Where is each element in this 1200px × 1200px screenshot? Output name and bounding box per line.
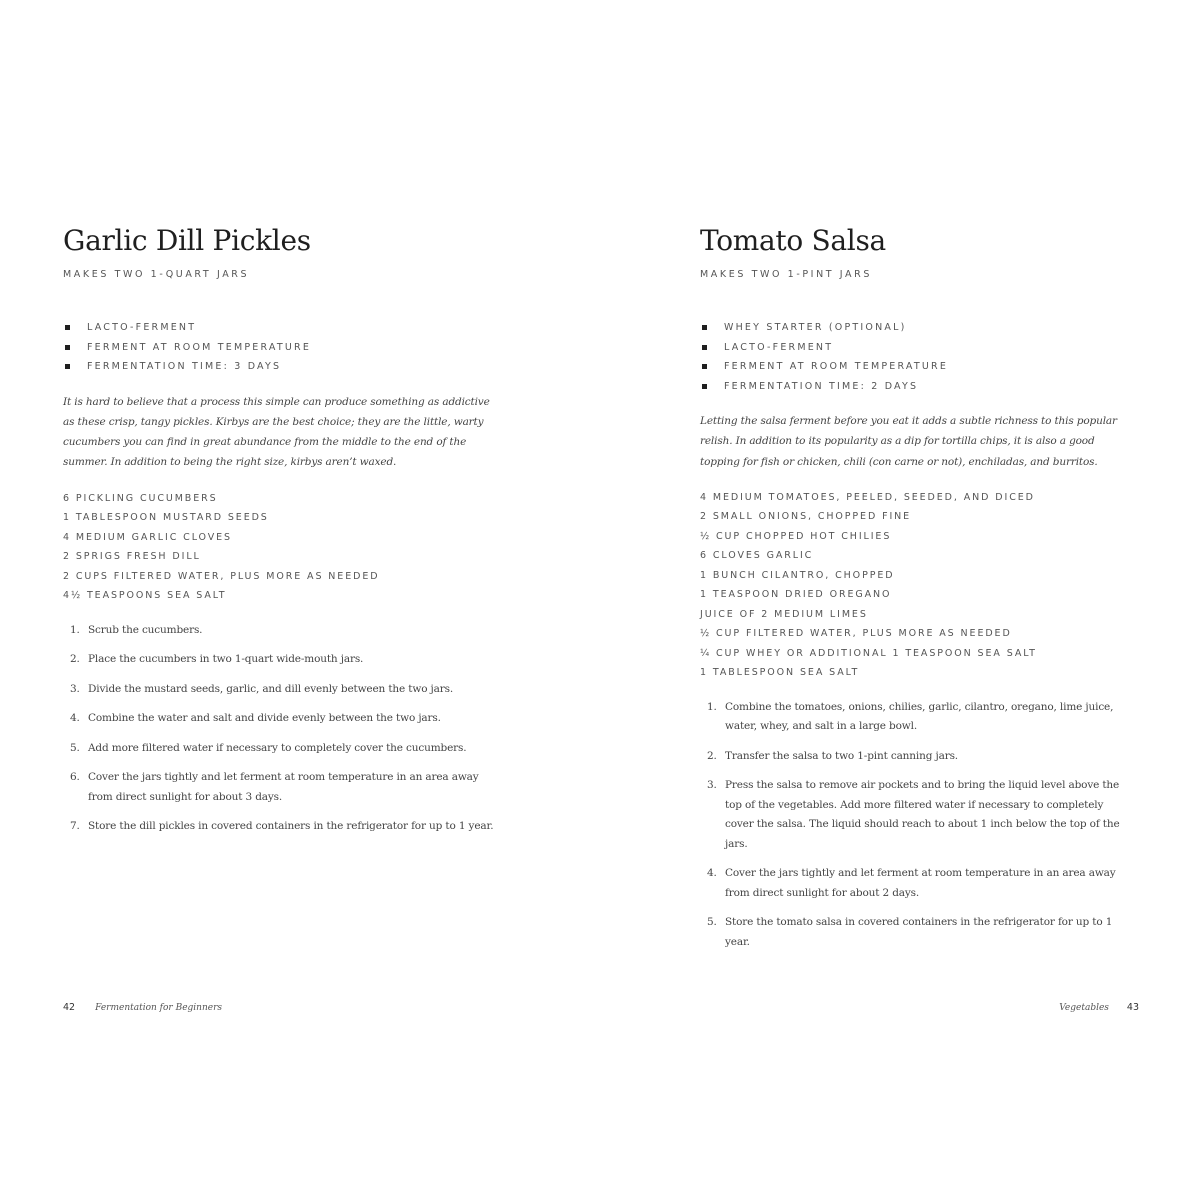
step-number: 1. (70, 623, 80, 636)
ingredient-item: 4 MEDIUM TOMATOES, PEELED, SEEDED, AND DICED (700, 491, 1035, 503)
step-number: 7. (70, 820, 80, 833)
step-text: Combine the tomatoes, onions, chilies, garlic, cilantro, oregano, lime juice, water, whey, and salt in a large bowl. (725, 700, 1114, 733)
step-number: 5. (70, 741, 80, 754)
section-title: Vegetables (1059, 1003, 1109, 1013)
step-number: 6. (70, 771, 80, 784)
step-item (63, 739, 503, 759)
step-item (700, 747, 1135, 767)
step-text: Divide the mustard seeds, garlic, and dill evenly between the two jars. (88, 682, 454, 695)
step-number: 2. (707, 749, 717, 762)
step-number: 2. (70, 653, 80, 666)
recipe-intro: Letting the salsa ferment before you eat it adds a subtle richness to this popular relish. In addition to its popularity as a dip for tortilla chips, it is also a good topping for fish or chicken, chili (con carne or not), enchiladas, and burritos. (700, 415, 1117, 468)
step-item (63, 768, 503, 807)
recipe-yield: MAKES TWO 1-PINT JARS (700, 269, 872, 280)
ingredient-item: ¼ CUP WHEY OR ADDITIONAL 1 TEASPOON SEA SALT (700, 647, 1037, 659)
ingredient-item: 4½ TEASPOONS SEA SALT (63, 590, 227, 602)
ingredient-item: 1 TABLESPOON SEA SALT (700, 667, 860, 679)
ingredient-item: 2 CUPS FILTERED WATER, PLUS MORE AS NEEDED (63, 570, 380, 582)
step-text: Transfer the salsa to two 1-pint canning jars. (725, 749, 958, 762)
step-number: 3. (707, 779, 717, 792)
step-item (63, 709, 503, 729)
ingredient-item: ½ CUP CHOPPED HOT CHILIES (700, 530, 892, 542)
step-item (700, 776, 1135, 854)
method-label: FERMENTATION TIME: 2 DAYS (724, 380, 919, 392)
step-item (63, 621, 503, 641)
ingredient-item: 2 SMALL ONIONS, CHOPPED FINE (700, 511, 912, 523)
recipe-title: Garlic Dill Pickles (63, 224, 311, 257)
method-label: FERMENT AT ROOM TEMPERATURE (724, 361, 949, 372)
step-item (700, 913, 1135, 952)
method-item (700, 357, 1135, 377)
step-number: 4. (70, 712, 80, 725)
recipe-title: Tomato Salsa (700, 224, 886, 257)
step-number: 3. (70, 682, 80, 695)
page-number: 43 (1126, 1002, 1139, 1013)
method-list (63, 318, 503, 377)
step-item (700, 698, 1135, 737)
method-label: WHEY STARTER (OPTIONAL) (724, 322, 907, 333)
ingredient-item: 6 PICKLING CUCUMBERS (63, 492, 218, 504)
right-recipe (700, 222, 1135, 962)
ingredient-item: 2 SPRIGS FRESH DILL (63, 551, 201, 563)
right-page (600, 0, 1200, 1200)
ingredient-item: ½ CUP FILTERED WATER, PLUS MORE AS NEEDED (700, 628, 1012, 640)
method-label: LACTO-FERMENT (724, 341, 834, 353)
step-item (63, 680, 503, 700)
square-bullet-icon (702, 384, 707, 389)
right-folio (1059, 1002, 1139, 1013)
step-text: Press the salsa to remove air pockets and to bring the liquid level above the top of the vegetables. Add more filtered water if necessary to completely cover the salsa. The liquid should reach to about 1 inch below the top of the jars. (725, 779, 1120, 850)
step-number: 5. (707, 916, 717, 929)
step-list (700, 698, 1135, 953)
step-text: Cover the jars tightly and let ferment at room temperature in an area away from direct sunlight for about 2 days. (725, 867, 1116, 899)
step-text: Cover the jars tightly and let ferment at room temperature in an area away from direct sunlight for about 3 days. (88, 771, 479, 803)
left-recipe (63, 222, 503, 847)
step-number: 1. (707, 700, 717, 713)
method-item (63, 318, 503, 338)
square-bullet-icon (702, 325, 707, 330)
method-item (700, 377, 1135, 397)
method-item (700, 318, 1135, 338)
page-number: 42 (63, 1002, 76, 1013)
square-bullet-icon (65, 325, 70, 330)
method-item (700, 338, 1135, 358)
step-number: 4. (707, 867, 717, 880)
square-bullet-icon (65, 364, 70, 369)
method-label: LACTO-FERMENT (87, 322, 197, 333)
step-item (63, 650, 503, 670)
step-text: Store the tomato salsa in covered containers in the refrigerator for up to 1 year. (725, 916, 1113, 948)
book-title: Fermentation for Beginners (95, 1003, 223, 1013)
method-label: FERMENT AT ROOM TEMPERATURE (87, 341, 312, 353)
method-item (63, 357, 503, 377)
ingredient-list (700, 488, 1135, 683)
square-bullet-icon (702, 364, 707, 369)
step-item (63, 817, 503, 837)
step-text: Store the dill pickles in covered containers in the refrigerator for up to 1 year. (88, 820, 494, 833)
method-item (63, 338, 503, 358)
step-text: Scrub the cucumbers. (88, 623, 203, 636)
method-list (700, 318, 1135, 396)
left-folio (63, 1002, 222, 1013)
ingredient-item: 1 BUNCH CILANTRO, CHOPPED (700, 569, 895, 581)
ingredient-item: JUICE OF 2 MEDIUM LIMES (700, 608, 868, 620)
recipe-intro: It is hard to believe that a process this simple can produce something as addictive as these crisp, tangy pickles. Kirbys are the best choice; they are the little, warty cucumbers you can find in great abundance from the middle to the end of the summer. In addition to being the right size, kirbys aren’t waxed. (63, 395, 490, 469)
step-text: Place the cucumbers in two 1-quart wide-mouth jars. (88, 653, 364, 666)
square-bullet-icon (65, 345, 70, 350)
ingredient-item: 1 TABLESPOON MUSTARD SEEDS (63, 512, 269, 524)
step-item (700, 864, 1135, 903)
ingredient-item: 6 CLOVES GARLIC (700, 550, 814, 562)
method-label: FERMENTATION TIME: 3 DAYS (87, 361, 282, 372)
step-text: Add more filtered water if necessary to completely cover the cucumbers. (88, 741, 467, 754)
ingredient-item: 4 MEDIUM GARLIC CLOVES (63, 531, 232, 543)
ingredient-item: 1 TEASPOON DRIED OREGANO (700, 589, 892, 601)
ingredient-list (63, 489, 503, 606)
step-list (63, 621, 503, 837)
square-bullet-icon (702, 345, 707, 350)
recipe-yield: MAKES TWO 1-QUART JARS (63, 269, 250, 280)
step-text: Combine the water and salt and divide evenly between the two jars. (88, 712, 441, 725)
